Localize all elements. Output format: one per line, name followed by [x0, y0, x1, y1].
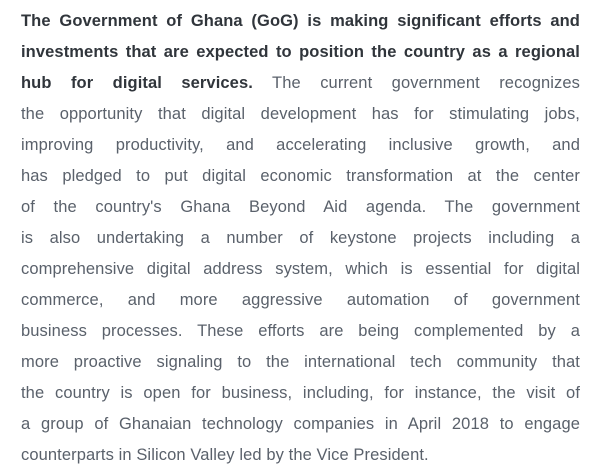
body-text: business processes. These efforts are being complemented by a	[21, 322, 580, 340]
body-text: the country is open for business, including, for instance, the visit of	[21, 384, 580, 402]
body-text: has pledged to put digital economic transformation at the center	[21, 167, 580, 185]
text-line	[21, 99, 580, 130]
body-text: commerce, and more aggressive automation of government	[21, 291, 580, 309]
text-line	[21, 161, 580, 192]
body-text: more proactive signaling to the international tech community that	[21, 353, 580, 371]
text-line	[21, 37, 580, 68]
lead-sentence-text: hub for digital services.	[21, 74, 253, 92]
text-line	[21, 409, 580, 440]
text-line	[21, 192, 580, 223]
body-text: counterparts in Silicon Valley led by the Vice President.	[21, 446, 429, 464]
lead-sentence-text: The Government of Ghana (GoG) is making significant efforts and	[21, 12, 580, 30]
body-text: comprehensive digital address system, which is essential for digital	[21, 260, 580, 278]
text-line	[21, 223, 580, 254]
text-line	[21, 285, 580, 316]
body-text: is also undertaking a number of keystone projects including a	[21, 229, 580, 247]
body-text: The current government recognizes	[272, 74, 581, 92]
text-line	[21, 440, 580, 471]
body-text: of the country's Ghana Beyond Aid agenda. The government	[21, 198, 580, 216]
text-line	[21, 254, 580, 285]
lead-sentence-text: investments that are expected to position the country as a regional	[21, 43, 580, 61]
body-text: the opportunity that digital development has for stimulating jobs,	[21, 105, 580, 123]
text-line	[21, 130, 580, 161]
text-line	[21, 316, 580, 347]
paragraph-block	[21, 6, 580, 471]
body-text: a group of Ghanaian technology companies in April 2018 to engage	[21, 415, 580, 433]
body-text: improving productivity, and accelerating inclusive growth, and	[21, 136, 580, 154]
text-line	[21, 378, 580, 409]
text-line	[21, 68, 580, 99]
text-line	[21, 6, 580, 37]
text-line	[21, 347, 580, 378]
